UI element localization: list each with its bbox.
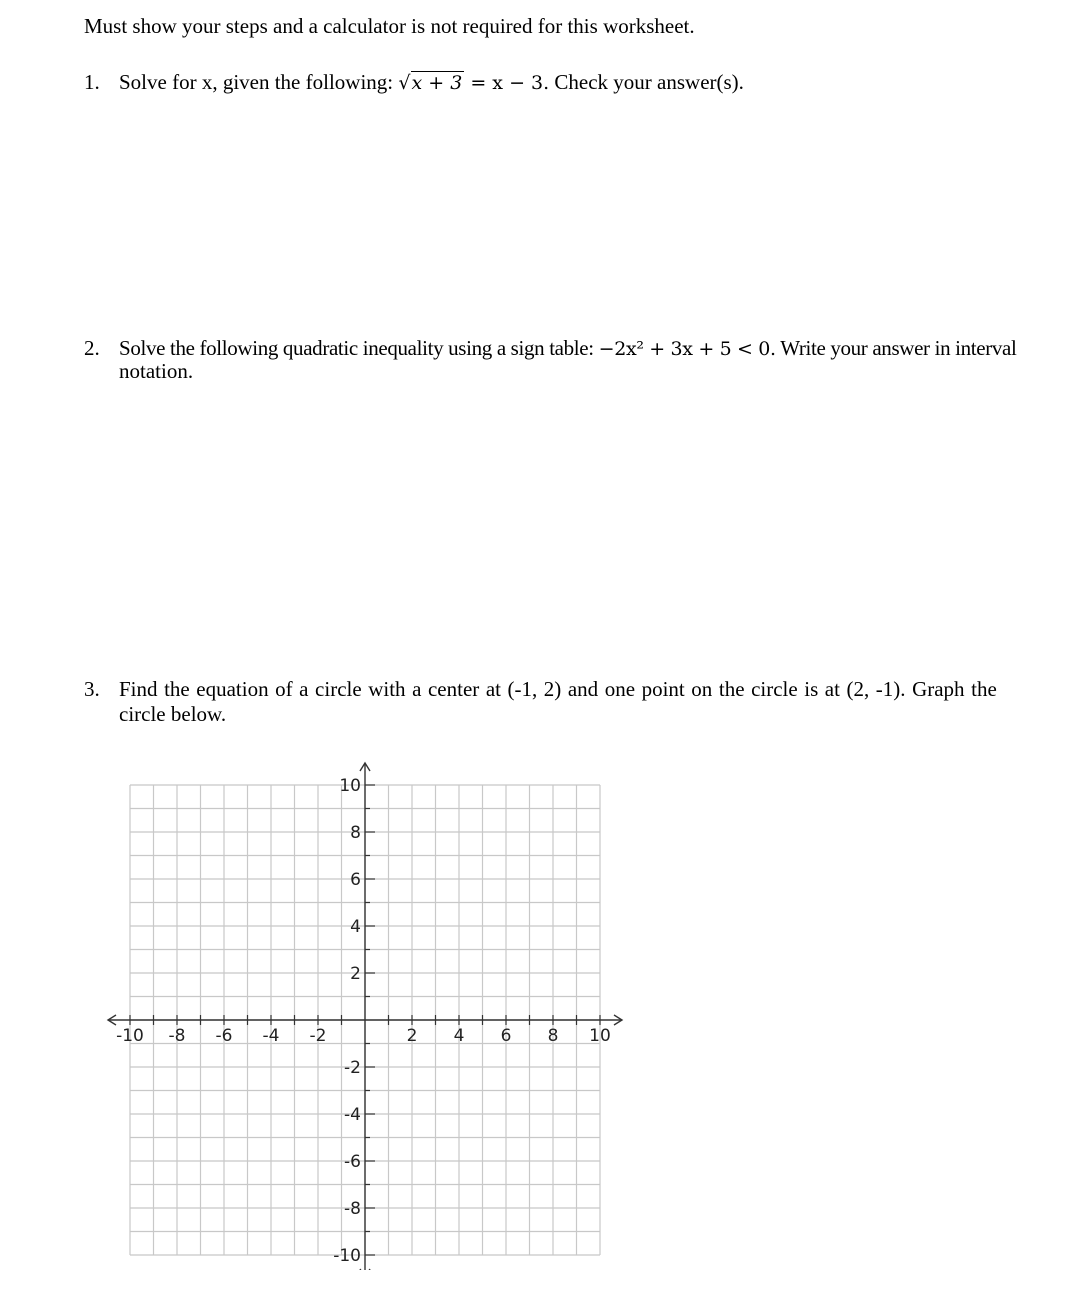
y-tick-label: -6 (344, 1152, 361, 1172)
x-tick-label: 6 (500, 1026, 512, 1046)
question-3-number: 3. (84, 677, 100, 701)
worksheet-instructions: Must show your steps and a calculator is not required for this worksheet. (84, 14, 695, 38)
y-tick-label: -2 (344, 1058, 361, 1078)
inequality-expression: −2x² + 3x + 5 < 0. (598, 338, 776, 360)
x-tick-label: -8 (168, 1026, 186, 1046)
sqrt-symbol: √ (398, 72, 411, 94)
x-tick-label: -10 (116, 1026, 144, 1046)
x-tick-label: 8 (547, 1026, 559, 1046)
y-tick-label: 10 (339, 776, 361, 796)
x-tick-label: 2 (406, 1026, 418, 1046)
radicand: x + 3 (411, 72, 463, 94)
y-tick-label: -4 (344, 1105, 361, 1125)
axis-labels (116, 776, 611, 1266)
y-tick-label: 2 (350, 964, 361, 984)
sqrt-expression (398, 71, 464, 95)
equation-rest: = x − 3. (464, 72, 550, 94)
y-tick-label: -10 (333, 1246, 361, 1266)
y-tick-label: 6 (350, 870, 361, 890)
question-3-line-2: circle below. (119, 702, 227, 726)
question-3-line-1: Find the equation of a circle with a center at (-1, 2) and one point on the circle is at (2, -1). Graph the (119, 677, 997, 701)
question-1-text-before: Solve for x, given the following: (119, 70, 399, 94)
question-2-text-after: Write your answer in interval (775, 336, 1017, 360)
question-2-number: 2. (84, 336, 100, 360)
coordinate-grid[interactable] (100, 760, 640, 1270)
question-1-text-after: Check your answer(s). (549, 70, 744, 94)
x-tick-label: 4 (453, 1026, 465, 1046)
x-tick-label: -2 (309, 1026, 327, 1046)
y-tick-label: 4 (350, 917, 361, 937)
question-1-text (119, 70, 744, 95)
axes (108, 763, 622, 1270)
question-2-line-2: notation. (119, 359, 194, 383)
x-tick-label: 10 (589, 1026, 611, 1046)
x-tick-label: -4 (262, 1026, 280, 1046)
y-tick-label: 8 (350, 823, 361, 843)
question-2-text-before: Solve the following quadratic inequality using a sign table: (119, 336, 599, 360)
question-2-line-1 (119, 336, 1016, 361)
question-1-number: 1. (84, 70, 100, 94)
y-tick-label: -8 (344, 1199, 361, 1219)
x-tick-label: -6 (215, 1026, 233, 1046)
